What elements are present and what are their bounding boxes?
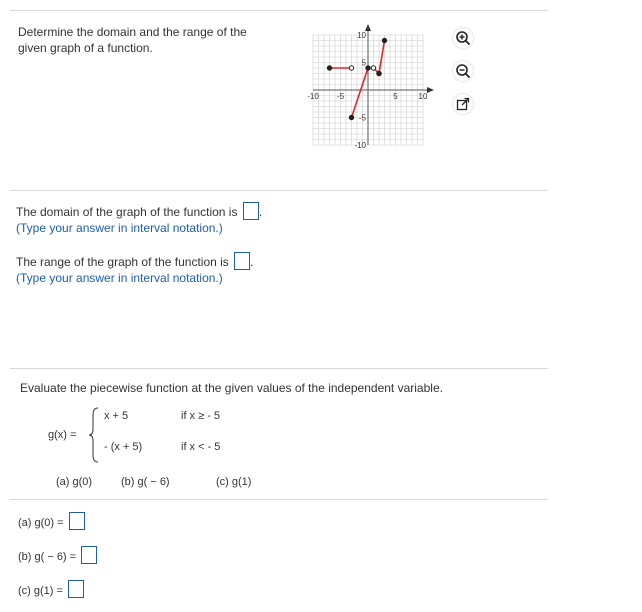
function-graph (305, 22, 435, 162)
y-tick-label: -10 (354, 141, 366, 150)
problem2-instruction: Evaluate the piecewise function at the given values of the independent variable. (20, 381, 443, 395)
x-axis-arrow (427, 87, 434, 93)
part-b-label: (b) g( − 6) (121, 476, 170, 488)
domain-question (16, 202, 262, 220)
closed-endpoint (349, 115, 353, 119)
range-question (16, 252, 254, 270)
domain-answer-input[interactable] (243, 202, 259, 220)
y-tick-label: 5 (361, 58, 366, 68)
x-tick-label: 5 (393, 92, 398, 101)
function-label: g(x) = (48, 429, 77, 441)
answer-c-row (18, 580, 84, 598)
domain-hint: (Type your answer in interval notation.) (16, 221, 223, 235)
answer-a-input[interactable] (69, 512, 85, 530)
prompt-line-2: given graph of a function. (18, 41, 153, 55)
open-endpoint (349, 66, 353, 70)
range-period: . (250, 255, 254, 269)
piecewise-brace (88, 407, 100, 463)
range-question-text: The range of the graph of the function is (16, 255, 229, 269)
answer-c-label: (c) g(1) = (18, 585, 63, 597)
domain-period: . (258, 205, 263, 219)
top-divider (10, 10, 548, 11)
range-answer-input[interactable] (234, 252, 250, 270)
problem2-divider (10, 368, 548, 369)
closed-endpoint (377, 71, 381, 75)
zoom-in-button[interactable] (453, 28, 473, 48)
closed-endpoint (327, 66, 331, 70)
answer-b-input[interactable] (81, 546, 97, 564)
piece-1-expression: x + 5 (104, 410, 129, 422)
part-c-label: (c) g(1) (216, 476, 252, 488)
piece-2-expression: - (x + 5) (104, 441, 143, 453)
closed-endpoint (382, 38, 386, 42)
range-hint: (Type your answer in interval notation.) (16, 271, 223, 285)
piece-1-condition: if x ≥ - 5 (181, 410, 221, 422)
series-rising-segment (352, 68, 369, 118)
open-endpoint (371, 66, 375, 70)
x-tick-label: 10 (418, 92, 428, 101)
x-tick-label: -5 (336, 92, 345, 101)
piece-2-condition: if x < - 5 (181, 441, 221, 453)
section-divider (10, 190, 548, 191)
answers-divider (10, 499, 548, 500)
prompt-line-1: Determine the domain and the range of the (18, 25, 247, 39)
y-axis-arrow (365, 24, 371, 31)
answer-a-row (18, 512, 85, 530)
popout-button[interactable] (453, 94, 473, 114)
y-tick-label: -5 (358, 113, 366, 123)
popout-icon (456, 97, 470, 111)
answer-c-input[interactable] (68, 580, 84, 598)
x-tick-label: -10 (307, 92, 319, 101)
answer-b-label: (b) g( − 6) = (18, 551, 77, 563)
closed-endpoint (366, 66, 370, 70)
zoom-out-button[interactable] (453, 61, 473, 81)
domain-question-text: The domain of the graph of the function is (16, 205, 238, 219)
y-tick-label: 10 (357, 31, 366, 40)
answer-a-label: (a) g(0) = (18, 517, 64, 529)
answer-b-row (18, 546, 97, 564)
part-a-label: (a) g(0) (56, 476, 93, 488)
zoom-out-icon (455, 63, 471, 79)
zoom-in-icon (455, 30, 471, 46)
